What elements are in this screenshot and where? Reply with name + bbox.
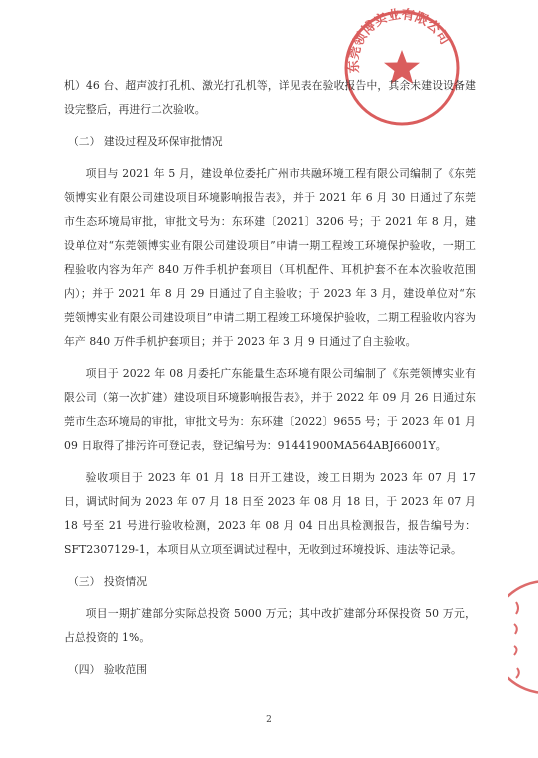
- paragraph-investment: 项目一期扩建部分实际总投资 5000 万元；其中改扩建部分环保投资 50 万元，占总投资的 1%。: [64, 607, 476, 644]
- paragraph-intro: 机）46 台、超声波打孔机、激光打孔机等，详见表在验收报告中，其余未建设设备建设完整后，再进行二次验收。: [64, 79, 476, 116]
- paragraph-approval-history: 项目与 2021 年 5 月，建设单位委托广州市共融环境工程有限公司编制了《东莞领博实业有限公司建设项目环境影响报告表》，并于 2021 年 6 月 30 日通过了东莞市生态环境局审批，审批文号为：东环建〔2021〕3206 号；于 2021 年 8 月，建设单位对“东莞领博实业有限公司建设项目”申请一期工程竣工环境保护验收，一期工程验收内容为年产 840 万件手机护套项目（耳机配件、耳机护套不在本次验收范围内）；并于 2021 年 8 月 29 日通过了自主验收；于 2023 年 3 月，建设单位对“东莞领博实业有限公司建设项目”申请二期工程竣工环境保护验收，二期工程验收内容为年产 840 万件手机护套项目；并于 2023 年 3 月 9 日通过了自主验收。: [64, 167, 476, 348]
- section-heading-4: （四） 验收范围: [68, 663, 148, 676]
- section-heading-2: （二） 建设过程及环保审批情况: [68, 135, 223, 148]
- section-heading-3: （三） 投资情况: [68, 575, 148, 588]
- document-body: [64, 74, 476, 690]
- page-number: 2: [266, 715, 272, 725]
- edge-seal-fragment: [508, 572, 538, 702]
- paragraph-expansion-approval: 项目于 2022 年 08 月委托广东能量生态环境有限公司编制了《东莞领博实业有限公司（第一次扩建）建设项目环境影响报告表》，并于 2022 年 09 月 26 日通过东莞市生态环境局的审批，审批文号为：东环建〔2022〕9655 号；于 2023 年 01 月 09 日取得了排污许可登记表，登记编号为：91441900MA564ABJ66001Y。: [64, 367, 476, 452]
- paragraph-construction-timeline: 验收项目于 2023 年 01 月 18 日开工建设，竣工日期为 2023 年 07 月 17 日，调试时间为 2023 年 07 月 18 日至 2023 年 08 月 18 日，于 2023 年 07 月 18 号至 21 号进行验收检测，2023 年 08 月 04 日出具检测报告，报告编号为：SFT2307129-1，本项目从立项至调试过程中，无收到过环境投诉、违法等记录。: [64, 471, 476, 556]
- seal-text: 东莞领博实业有限公司: [346, 7, 453, 74]
